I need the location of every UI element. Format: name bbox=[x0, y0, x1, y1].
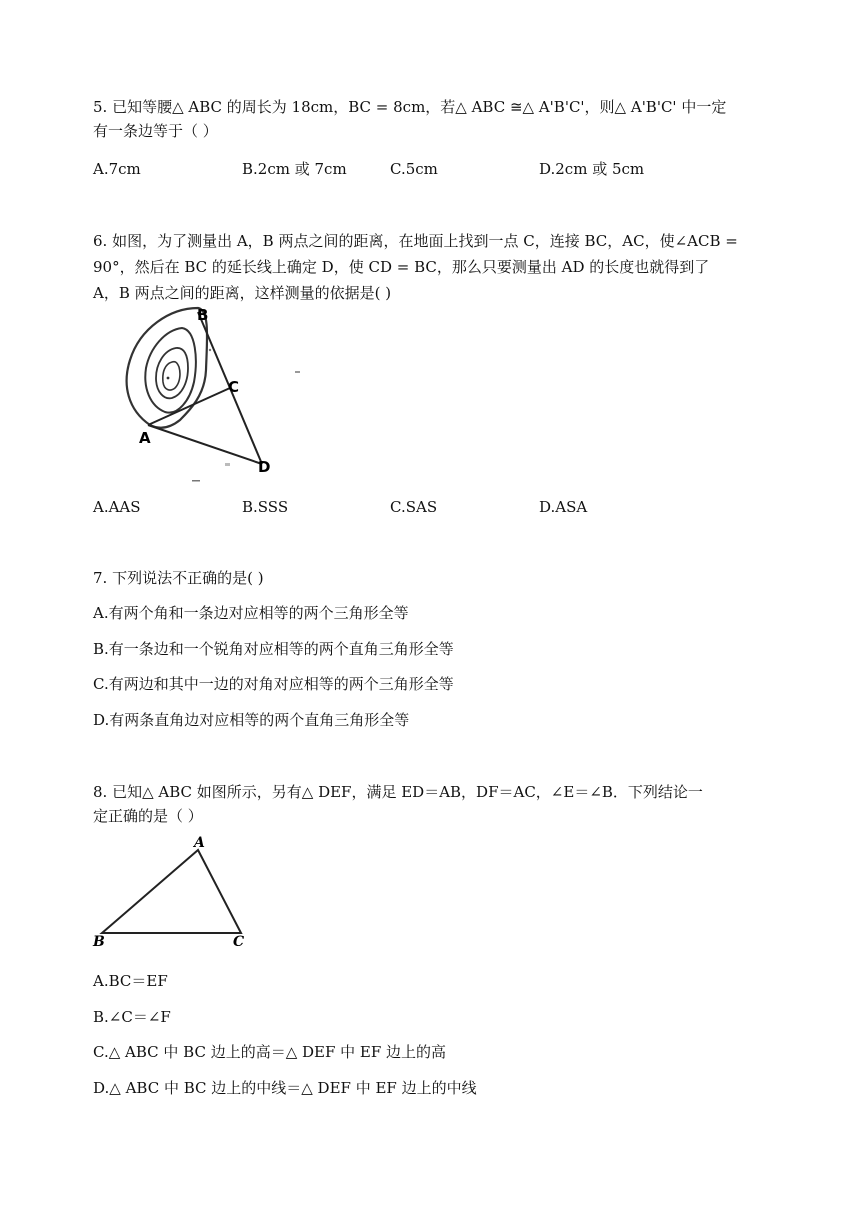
q8-figure bbox=[90, 832, 260, 952]
q7-option-c: C.有两边和其中一边的对角对应相等的两个三角形全等 bbox=[93, 675, 454, 693]
q8-stem-line-2: 定正确的是（ ） bbox=[93, 807, 203, 825]
q6-option-a: A.AAS bbox=[93, 498, 141, 516]
q5-stem-line-2: 有一条边等于（ ） bbox=[93, 122, 218, 140]
q8-option-a: A.BC＝EF bbox=[93, 972, 168, 990]
q7-option-a: A.有两个角和一条边对应相等的两个三角形全等 bbox=[93, 604, 409, 622]
q5-option-c: C.5cm bbox=[390, 160, 438, 178]
q6-stem-line-2: 90°，然后在 BC 的延长线上确定 D，使 CD = BC，那么只要测量出 AD 的长度也就得到了 bbox=[93, 258, 710, 276]
q8-option-d: D.△ ABC 中 BC 边上的中线＝△ DEF 中 EF 边上的中线 bbox=[93, 1079, 477, 1097]
q5-option-d: D.2cm 或 5cm bbox=[539, 160, 645, 178]
q5-option-a: A.7cm bbox=[93, 160, 141, 178]
q8-stem-line-1: 8. 已知△ ABC 如图所示，另有△ DEF，满足 ED＝AB，DF＝AC，∠E＝∠B．下列结论一 bbox=[93, 783, 703, 801]
q8-option-c: C.△ ABC 中 BC 边上的高＝△ DEF 中 EF 边上的高 bbox=[93, 1043, 447, 1061]
q7-option-b: B.有一条边和一个锐角对应相等的两个直角三角形全等 bbox=[93, 640, 454, 658]
q8-label-c: C bbox=[233, 934, 245, 950]
q6-label-d: D bbox=[258, 458, 271, 476]
q6-option-c: C.SAS bbox=[390, 498, 438, 516]
q8-label-a: A bbox=[194, 835, 205, 851]
q7-stem: 7. 下列说法不正确的是( ) bbox=[93, 569, 264, 587]
q5-stem-line-1: 5. 已知等腰△ ABC 的周长为 18cm，BC = 8cm，若△ ABC ≅△ A'B'C'，则△ A'B'C' 中一定 bbox=[93, 98, 727, 116]
q5-option-b: B.2cm 或 7cm bbox=[242, 160, 347, 178]
q6-option-b: B.SSS bbox=[242, 498, 289, 516]
q6-label-a: A bbox=[139, 429, 151, 447]
q6-figure bbox=[110, 300, 310, 490]
q6-stem-line-3: A，B 两点之间的距离，这样测量的依据是( ) bbox=[93, 284, 392, 302]
q6-label-b: B bbox=[197, 306, 209, 324]
q7-option-d: D.有两条直角边对应相等的两个直角三角形全等 bbox=[93, 711, 410, 729]
q6-label-c: C bbox=[228, 378, 240, 396]
q8-label-b: B bbox=[93, 934, 105, 950]
q6-option-d: D.ASA bbox=[539, 498, 588, 516]
q6-stem-line-1: 6. 如图，为了测量出 A，B 两点之间的距离，在地面上找到一点 C，连接 BC，AC，使∠ACB = bbox=[93, 232, 738, 250]
q8-option-b: B.∠C＝∠F bbox=[93, 1008, 171, 1026]
